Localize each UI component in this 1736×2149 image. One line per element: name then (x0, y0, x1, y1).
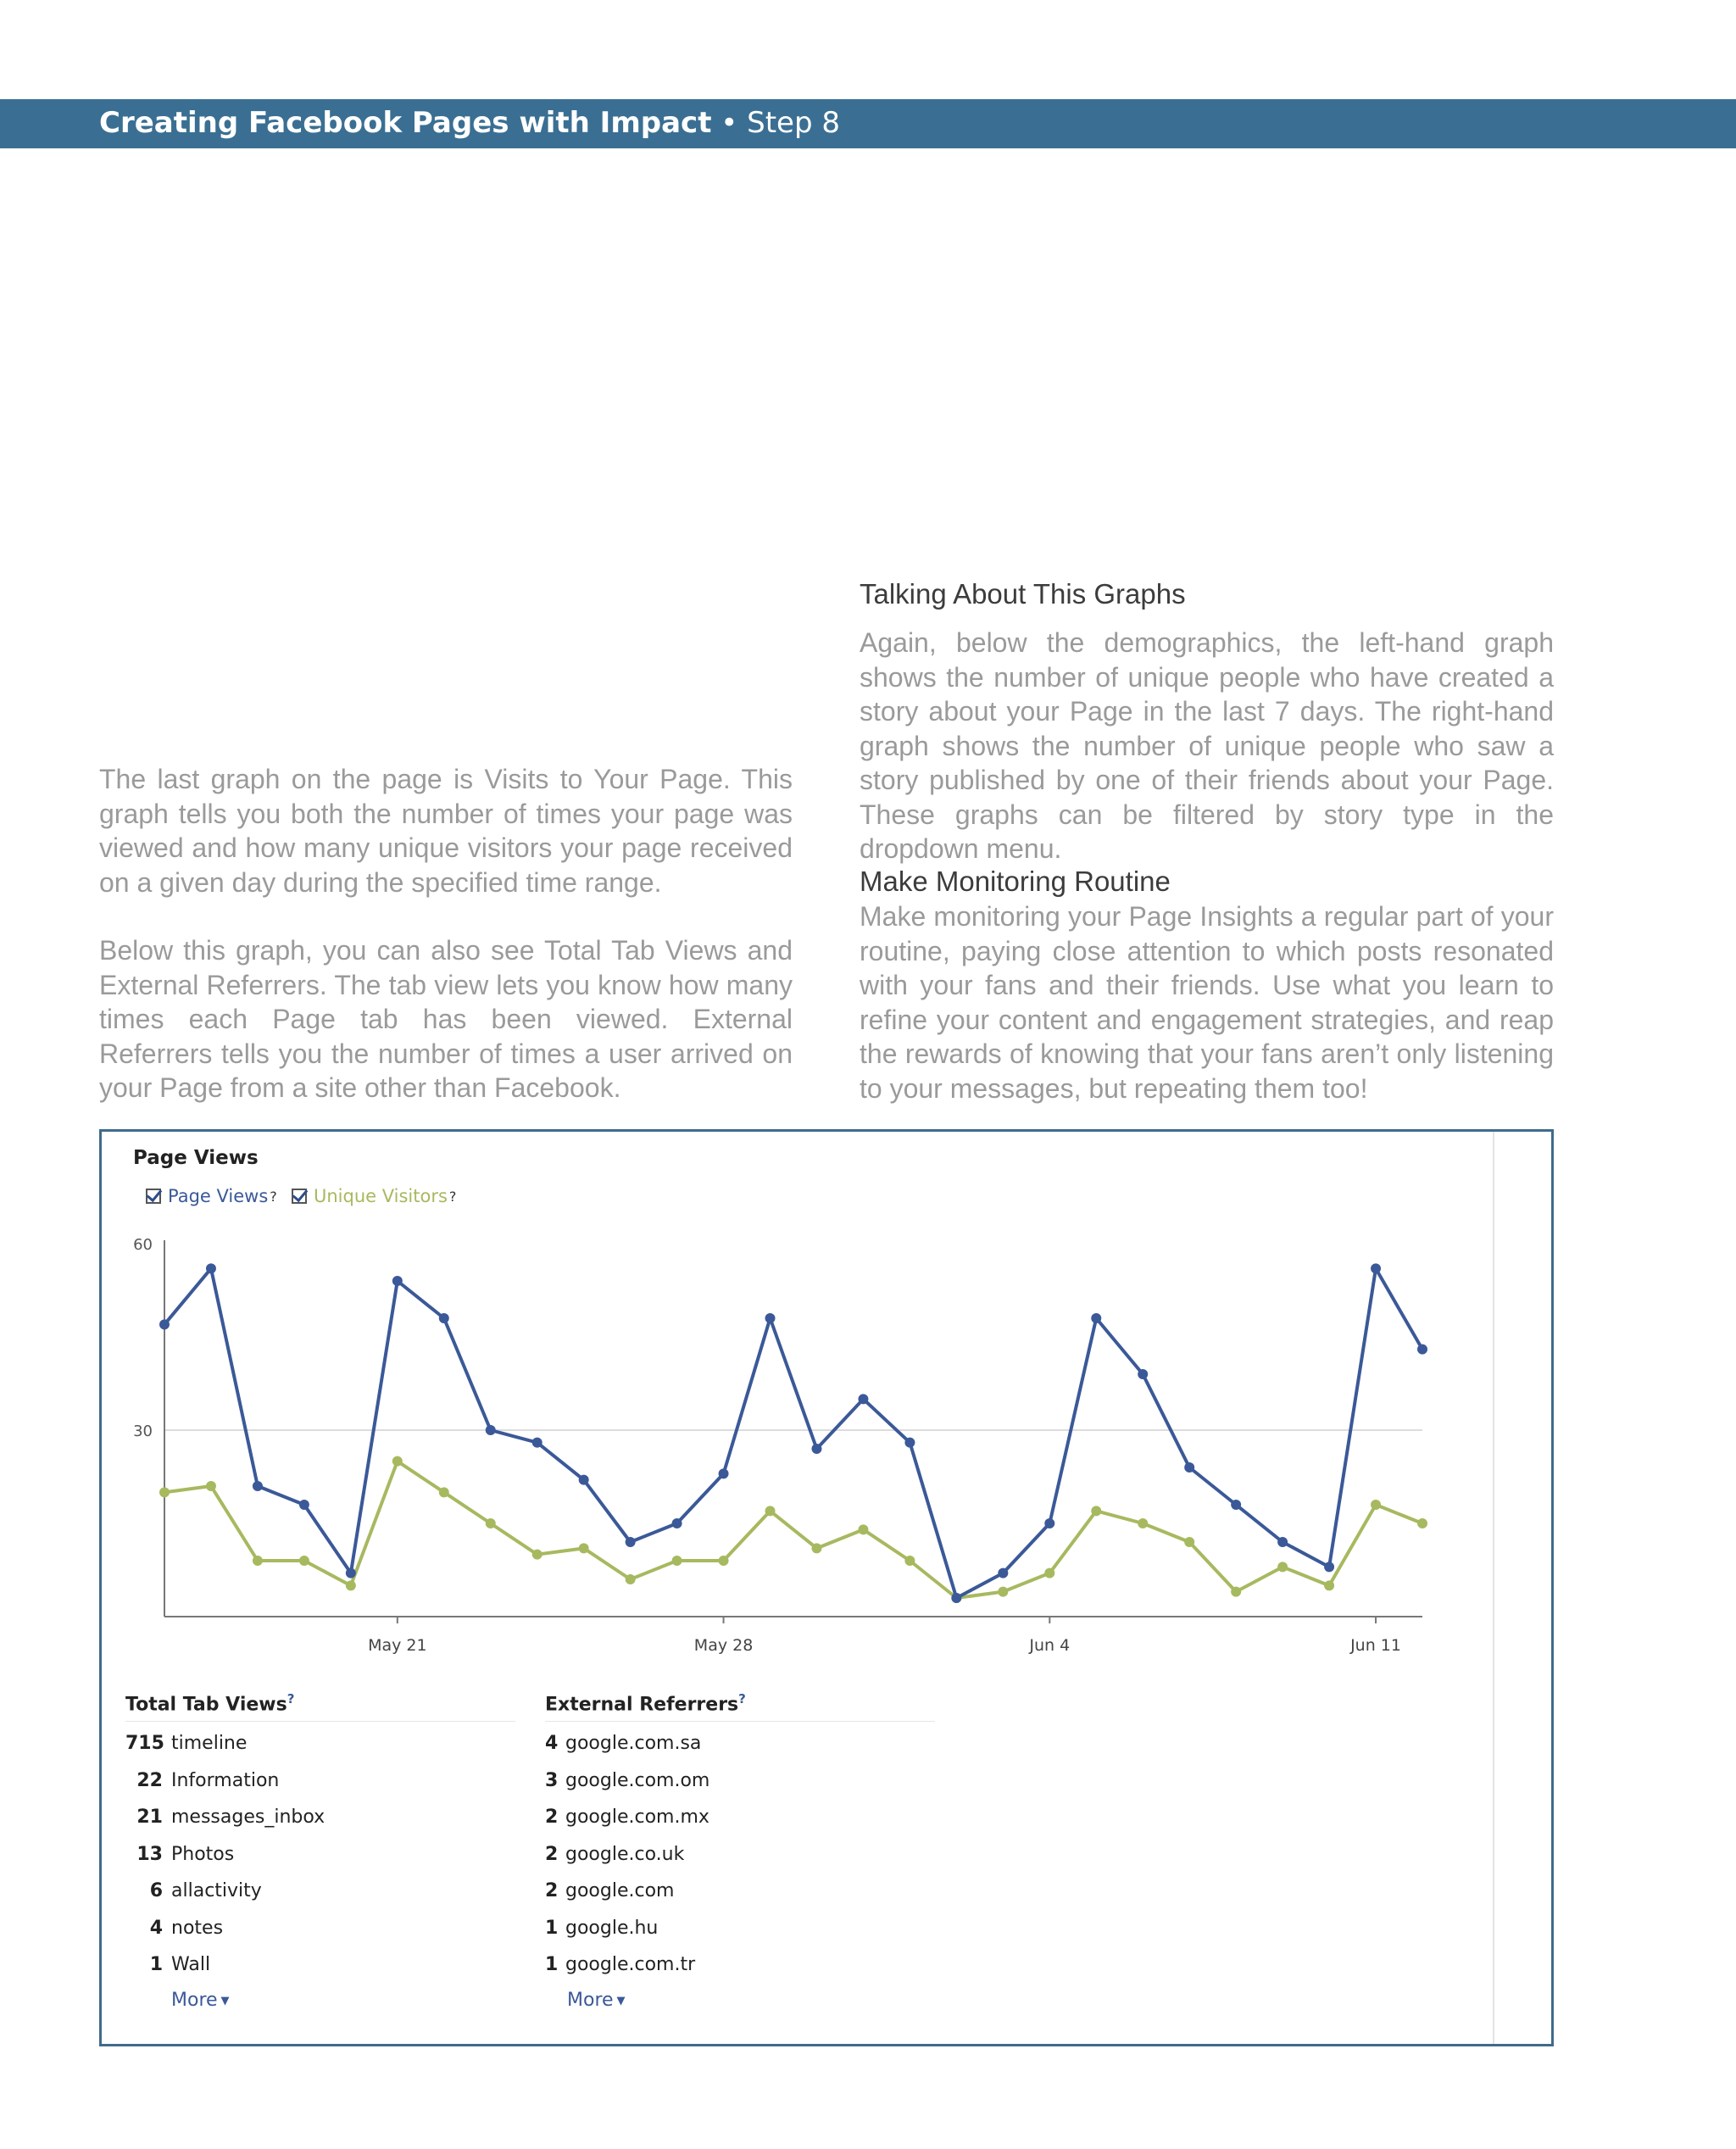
tab-view-count: 22 (136, 1769, 163, 1791)
unique-visitors-point (253, 1556, 263, 1566)
tab-views-heading (125, 1691, 294, 1715)
caret-down-icon: ▼ (220, 1994, 230, 2007)
tab-views-rule (125, 1721, 515, 1722)
referrer-count: 4 (545, 1733, 559, 1754)
document-title: Creating Facebook Pages with Impact (99, 106, 712, 140)
unique-visitors-point (346, 1580, 356, 1590)
referrers-list (545, 1725, 709, 1984)
tab-view-count: 21 (136, 1807, 163, 1828)
unique-visitors-point (159, 1487, 170, 1497)
step-label: Step 8 (747, 106, 840, 140)
tab-views-title: Total Tab Views (125, 1694, 287, 1716)
tab-view-count: 6 (149, 1880, 163, 1901)
unique-visitors-point (1091, 1506, 1101, 1516)
unique-visitors-checkbox[interactable] (292, 1189, 307, 1204)
unique-visitors-point (1324, 1580, 1334, 1590)
x-tick-label: Jun 4 (1029, 1636, 1071, 1655)
help-icon[interactable]: ? (270, 1188, 277, 1205)
referrer-count: 2 (545, 1843, 559, 1865)
referrer-count: 1 (545, 1954, 559, 1975)
tab-view-row (125, 1799, 325, 1836)
tab-view-label: Information (171, 1769, 280, 1791)
tab-view-row (125, 1910, 325, 1947)
referrers-rule (545, 1721, 935, 1722)
tab-view-count: 13 (136, 1843, 163, 1865)
caret-down-icon: ▼ (616, 1994, 626, 2007)
unique-visitors-point (811, 1543, 821, 1553)
page-views-point (532, 1438, 542, 1448)
page-views-point (719, 1468, 729, 1478)
page-views-point (672, 1518, 682, 1528)
tab-view-count: 715 (125, 1733, 164, 1754)
referrer-label: google.com.mx (565, 1807, 709, 1828)
tab-views-more-link[interactable] (171, 1990, 230, 2011)
right-paragraph-1: Again, below the demographics, the left-hand graph shows the number of unique people who have created a story about your Page in the last 7 days. The right-hand graph shows the number of unique people who saw a story published by one of their friends about your Page. These graphs can be filtered by story type in the dropdown menu. (860, 627, 1554, 864)
x-tick-label: May 21 (368, 1636, 427, 1655)
heading-talking-about: Talking About This Graphs (860, 578, 1186, 610)
chart-title: Page Views (133, 1147, 259, 1169)
unique-visitors-point (1044, 1568, 1054, 1578)
unique-visitors-point (532, 1550, 542, 1560)
page-views-point (1371, 1263, 1381, 1273)
unique-visitors-point (626, 1574, 636, 1584)
unique-visitors-point (1371, 1500, 1381, 1510)
tab-view-count: 4 (149, 1917, 163, 1939)
page-views-point (1184, 1462, 1194, 1473)
page-views-point (299, 1500, 309, 1510)
page-views-point (998, 1568, 1008, 1578)
referrer-count: 2 (545, 1880, 559, 1901)
left-paragraph-1: The last graph on the page is Visits to Your Page. This graph tells you both the number of times your page was viewed and how many unique visitors your page received on a given day during the specified time range. (99, 764, 793, 898)
page-views-point (1044, 1518, 1054, 1528)
unique-visitors-point (1417, 1518, 1427, 1528)
page-views-point (253, 1481, 263, 1491)
page-views-point (159, 1319, 170, 1329)
tab-view-row (125, 1836, 325, 1873)
referrer-count: 2 (545, 1807, 559, 1828)
tab-view-row (125, 1946, 325, 1984)
page-views-point (765, 1313, 776, 1323)
referrer-row (545, 1725, 709, 1762)
legend-page-views-label: Page Views (168, 1186, 269, 1206)
unique-visitors-point (206, 1481, 216, 1491)
referrer-row (545, 1762, 709, 1800)
legend-unique-visitors[interactable] (292, 1186, 456, 1206)
tab-view-row (125, 1873, 325, 1910)
referrer-row (545, 1910, 709, 1947)
unique-visitors-point (719, 1556, 729, 1566)
tab-view-label: allactivity (171, 1880, 262, 1901)
page-views-point (206, 1263, 216, 1273)
header-bar (0, 99, 1736, 148)
unique-visitors-point (579, 1543, 589, 1553)
more-label: More (171, 1990, 218, 2011)
help-icon[interactable]: ? (738, 1691, 746, 1706)
unique-visitors-point (858, 1524, 868, 1534)
unique-visitors-point (1277, 1562, 1288, 1572)
help-icon[interactable]: ? (287, 1691, 295, 1706)
page-views-point (951, 1593, 961, 1603)
referrer-label: google.com.tr (565, 1954, 696, 1975)
unique-visitors-point (439, 1487, 449, 1497)
referrer-label: google.com.om (565, 1769, 710, 1791)
referrer-label: google.hu (565, 1917, 659, 1939)
unique-visitors-point (486, 1518, 496, 1528)
referrer-label: google.com.sa (565, 1733, 702, 1754)
header-separator: • (711, 106, 748, 140)
legend-unique-label: Unique Visitors (314, 1186, 448, 1206)
tab-views-list (125, 1725, 325, 1984)
right-paragraph-2: Make monitoring your Page Insights a regular part of your routine, paying close attention to which posts resonated with your fans and their friends. Use what you learn to refine your content and engagement strategies, and reap the rewards of knowing that your fans aren’t only listening to your messages, but repeating them too! (860, 901, 1554, 1104)
unique-visitors-point (765, 1506, 776, 1516)
x-tick-label: May 28 (693, 1636, 754, 1655)
page-views-point (1277, 1537, 1288, 1547)
tab-view-row (125, 1762, 325, 1800)
insights-panel (99, 1129, 1554, 2046)
tab-view-label: messages_inbox (171, 1807, 326, 1828)
referrers-more-link[interactable] (567, 1990, 626, 2011)
tab-view-count: 1 (149, 1954, 163, 1975)
page-views-point (1091, 1313, 1101, 1323)
tab-view-label: timeline (171, 1733, 248, 1754)
referrer-count: 3 (545, 1769, 559, 1791)
tab-view-label: notes (171, 1917, 224, 1939)
y-tick-label: 30 (133, 1422, 153, 1440)
page-views-point (486, 1425, 496, 1435)
referrer-row (545, 1873, 709, 1910)
page-views-point (811, 1444, 821, 1454)
legend-page-views[interactable] (146, 1186, 277, 1206)
unique-visitors-point (672, 1556, 682, 1566)
page-views-point (392, 1276, 403, 1286)
page-views-point (1417, 1345, 1427, 1355)
referrer-row (545, 1799, 709, 1836)
unique-visitors-point (1138, 1518, 1148, 1528)
unique-visitors-point (904, 1556, 915, 1566)
page-views-point (579, 1475, 589, 1485)
more-label: More (567, 1990, 614, 2011)
y-tick-label: 60 (133, 1236, 153, 1254)
header-text (99, 106, 840, 140)
tab-view-row (125, 1725, 325, 1762)
page-views-point (1324, 1562, 1334, 1572)
referrer-row (545, 1946, 709, 1984)
help-icon[interactable]: ? (448, 1188, 457, 1205)
page-views-point (904, 1438, 915, 1448)
referrers-heading (545, 1691, 746, 1715)
page-views-checkbox[interactable] (146, 1189, 161, 1204)
referrer-label: google.co.uk (565, 1843, 685, 1865)
page-views-line (164, 1268, 1422, 1598)
left-column (99, 762, 793, 1105)
tab-view-label: Wall (171, 1954, 211, 1975)
x-tick-label: Jun 11 (1350, 1636, 1401, 1655)
unique-visitors-point (299, 1556, 309, 1566)
tab-view-label: Photos (171, 1843, 235, 1865)
page-views-point (1231, 1500, 1241, 1510)
referrers-title: External Referrers (545, 1694, 739, 1716)
unique-visitors-point (1184, 1537, 1194, 1547)
page-views-point (1138, 1369, 1148, 1379)
unique-visitors-point (392, 1456, 403, 1467)
left-paragraph-2: Below this graph, you can also see Total Tab Views and External Referrers. The tab view lets you know how many times each Page tab has been viewed. External Referrers tells you the number of times a user arrived on your Page from a site other than Facebook. (99, 935, 793, 1103)
page-views-point (626, 1537, 636, 1547)
heading-monitoring: Make Monitoring Routine (860, 866, 1171, 897)
referrer-row (545, 1836, 709, 1873)
unique-visitors-point (998, 1587, 1008, 1597)
page-views-point (439, 1313, 449, 1323)
page-views-point (858, 1394, 868, 1404)
unique-visitors-point (1231, 1587, 1241, 1597)
referrer-count: 1 (545, 1917, 559, 1939)
page-views-chart (102, 1132, 1551, 1776)
referrer-label: google.com (565, 1880, 675, 1901)
page-views-point (346, 1568, 356, 1578)
